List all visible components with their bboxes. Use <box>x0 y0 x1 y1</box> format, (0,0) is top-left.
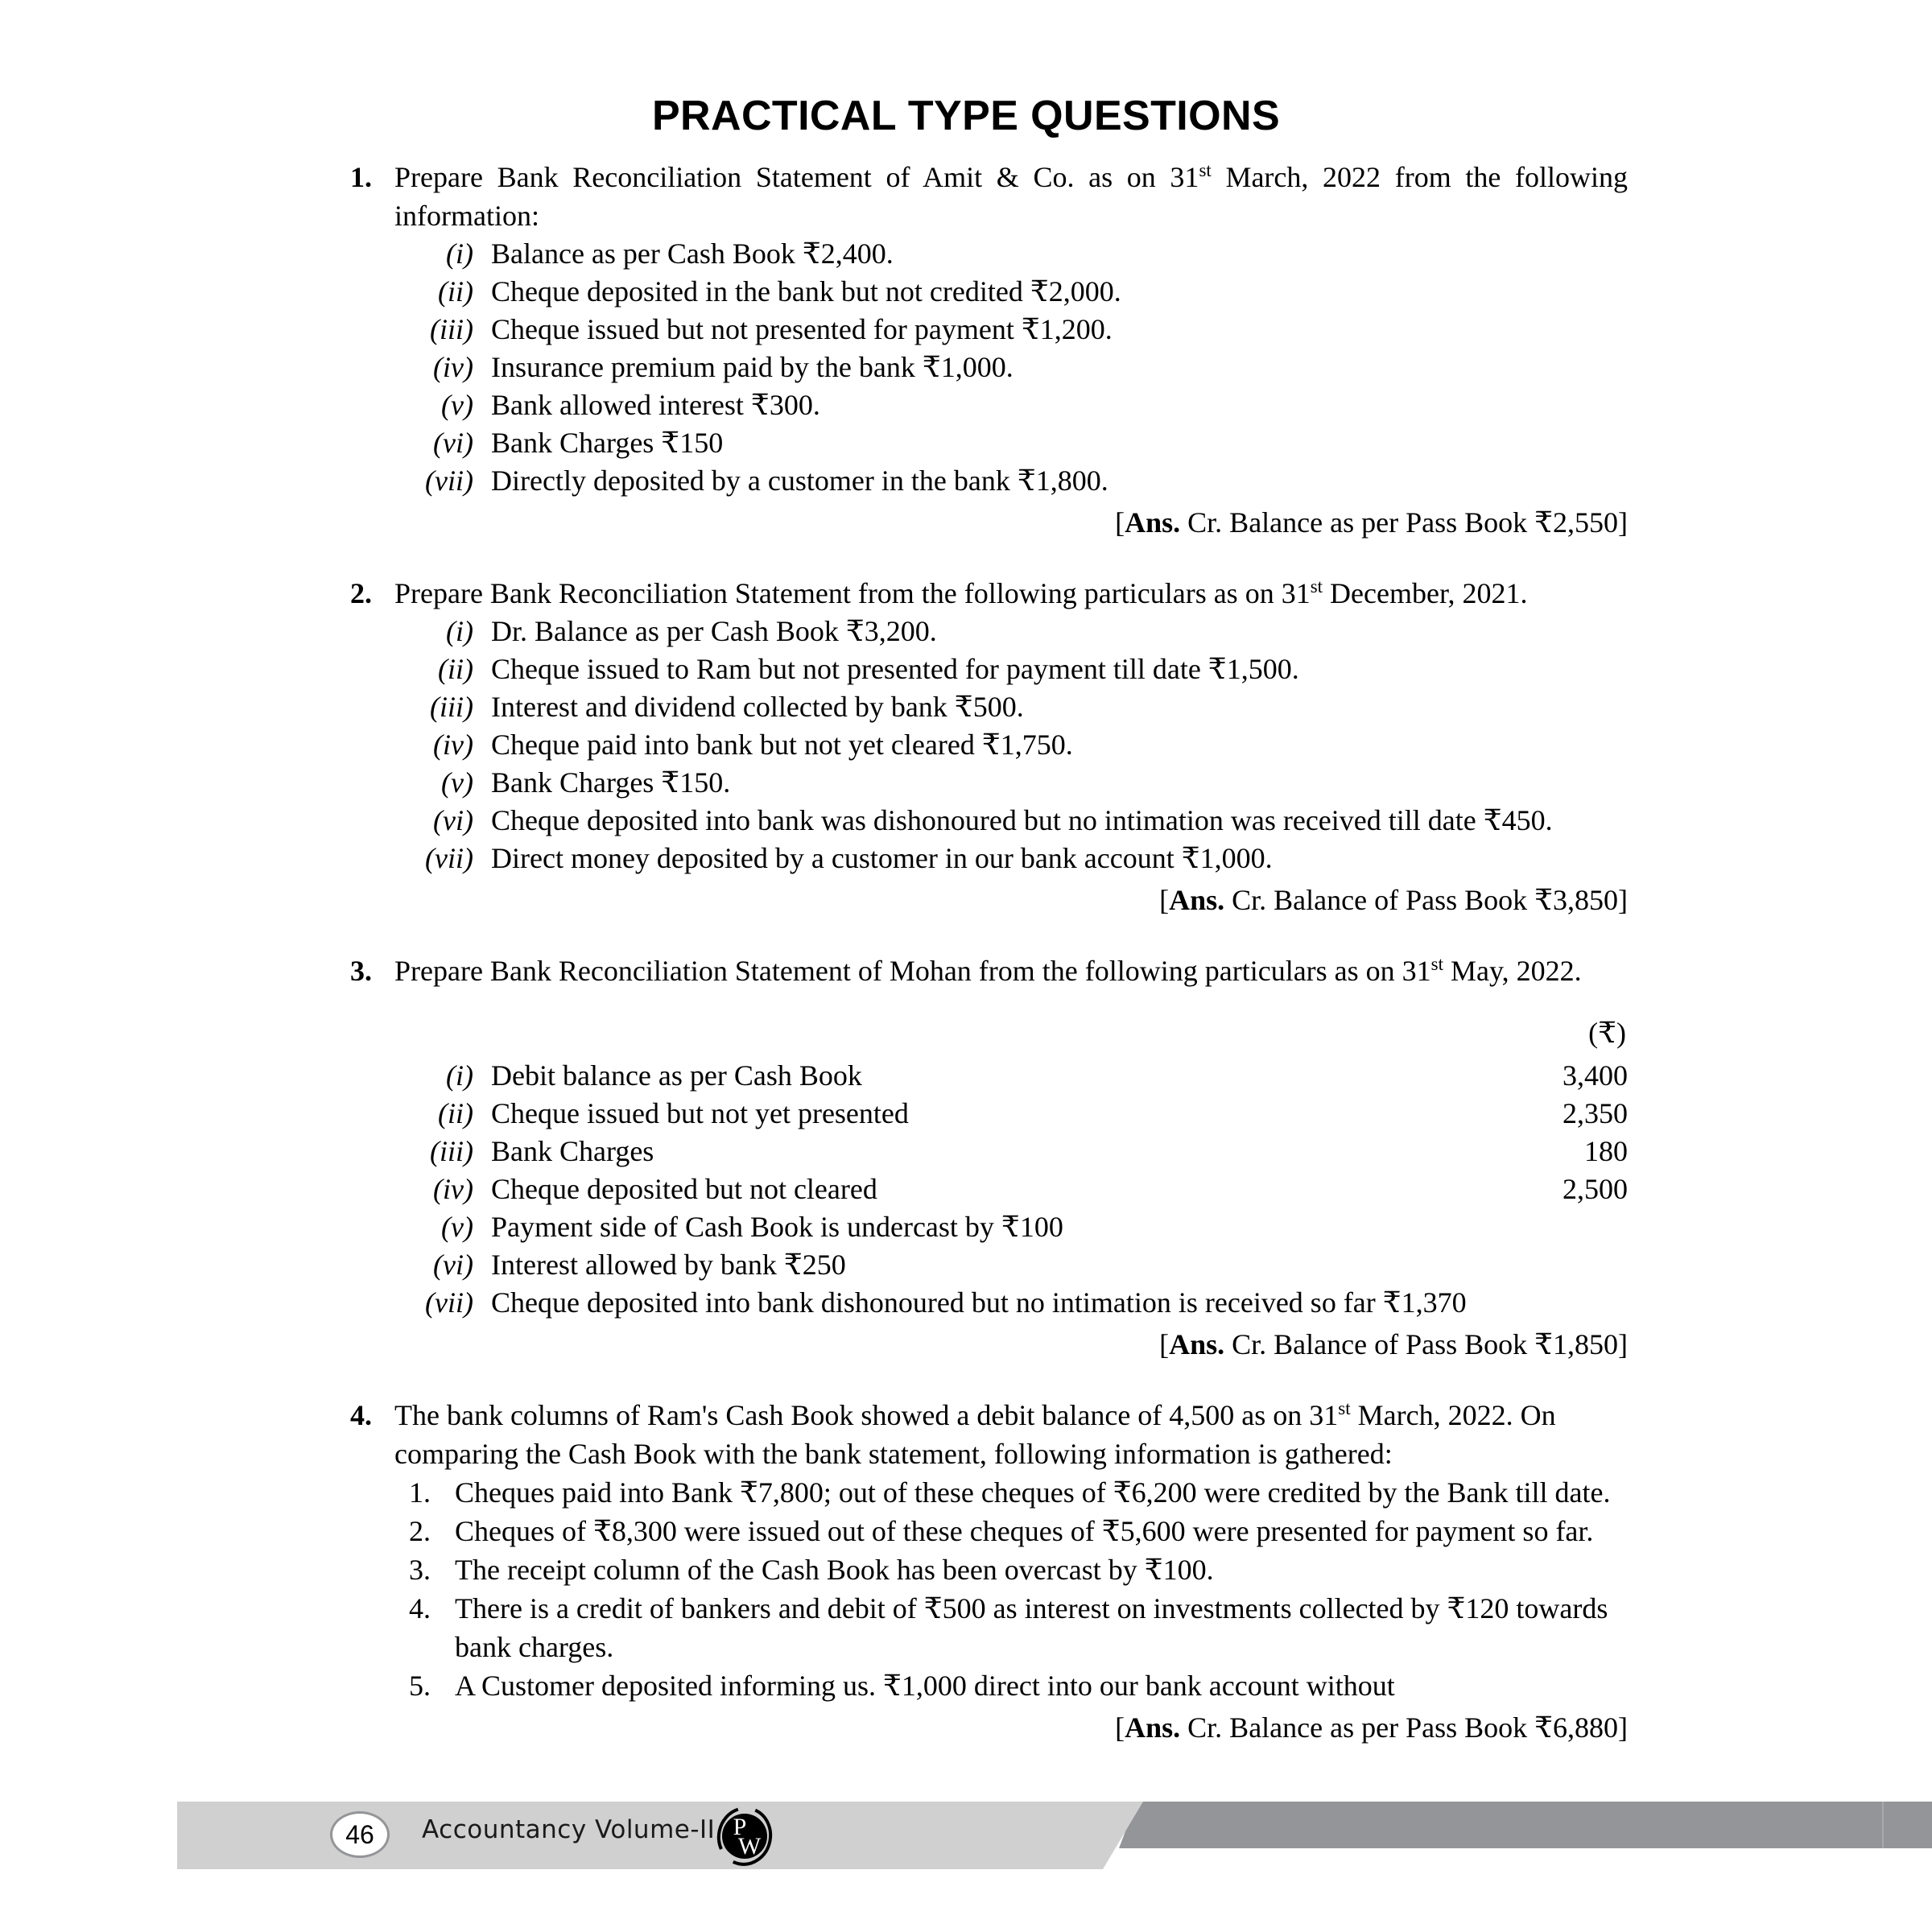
item-text: Cheque deposited in the bank but not credited ₹2,000. <box>491 275 1121 308</box>
item-text: Bank allowed interest ₹300. <box>491 389 820 421</box>
item-marker: (i) <box>445 237 473 270</box>
item-marker: (i) <box>445 1059 473 1092</box>
item-text: Cheque issued but not yet presented <box>491 1097 909 1129</box>
pw-logo-p: P <box>733 1814 747 1840</box>
page-number-badge: 46 <box>330 1811 390 1858</box>
item-text: Cheques paid into Bank ₹7,800; out of these cheques of ₹6,200 were credited by the Bank till date. <box>455 1476 1611 1509</box>
table-row <box>394 1246 1628 1284</box>
footer-dark-bar <box>1119 1802 1932 1848</box>
list-item <box>394 349 1628 386</box>
item-marker: 2. <box>409 1515 431 1547</box>
list-item <box>394 613 1628 650</box>
item-text: Cheque deposited into bank dishonoured but no intimation is received so far ₹1,370 <box>491 1286 1467 1319</box>
answer-label: Ans. <box>1125 1711 1181 1744</box>
list-item <box>394 424 1628 462</box>
item-text: Payment side of Cash Book is undercast by ₹100 <box>491 1211 1063 1243</box>
answer-label: Ans. <box>1169 884 1225 916</box>
question-3-items <box>394 1057 1628 1322</box>
list-item <box>394 688 1628 726</box>
list-item <box>394 840 1628 877</box>
item-text: A Customer deposited informing us. ₹1,000 direct into our bank account without <box>455 1670 1395 1702</box>
question-4-answer: [Ans. Cr. Balance as per Pass Book ₹6,880] <box>1115 1711 1628 1744</box>
list-item <box>394 386 1628 424</box>
item-text: Bank Charges ₹150. <box>491 766 731 799</box>
question-1-stem: Prepare Bank Reconciliation Statement of Amit & Co. as on 31st March, 2022 from the following information: <box>394 160 1628 232</box>
question-2-answer: [Ans. Cr. Balance of Pass Book ₹3,850] <box>1159 884 1628 916</box>
table-row <box>394 1133 1628 1170</box>
item-marker: (iv) <box>433 351 473 383</box>
ordinal-suffix: st <box>1430 954 1444 974</box>
answer-text: Cr. Balance as per Pass Book ₹6,880] <box>1180 1711 1628 1744</box>
item-marker: 4. <box>409 1592 431 1624</box>
answer-text: Cr. Balance of Pass Book ₹1,850] <box>1224 1328 1628 1360</box>
footer-bar-seam <box>1882 1802 1884 1848</box>
list-item <box>394 764 1628 802</box>
list-item <box>394 1589 1628 1666</box>
question-4-stem: The bank columns of Ram's Cash Book showed a debit balance of 4,500 as on 31st March, 2022. On comparing the Cash Book with the bank statement, following information is gathered: <box>394 1398 1556 1470</box>
answer-text: Cr. Balance as per Pass Book ₹2,550] <box>1180 506 1628 539</box>
table-row <box>394 1208 1628 1246</box>
question-3-stem: Prepare Bank Reconciliation Statement of Mohan from the following particulars as on 31st May, 2022. <box>394 954 1582 987</box>
item-marker: (ii) <box>437 653 473 685</box>
item-text: Cheque deposited into bank was dishonoured but no intimation was received till date ₹450. <box>491 804 1553 836</box>
list-item <box>394 802 1628 840</box>
item-text: Cheque issued but not presented for payment ₹1,200. <box>491 313 1113 345</box>
table-row <box>394 1057 1628 1095</box>
question-4-number: 4. <box>350 1399 372 1431</box>
item-amount: 2,350 <box>1563 1097 1628 1129</box>
item-text: Cheque paid into bank but not yet cleared ₹1,750. <box>491 729 1073 761</box>
item-marker: (v) <box>441 389 473 421</box>
item-text: Interest and dividend collected by bank ₹500. <box>491 691 1024 723</box>
question-2 <box>0 574 1932 919</box>
list-item <box>394 235 1628 273</box>
item-marker: (v) <box>441 1211 473 1243</box>
footer-caption: Accountancy Volume-II <box>422 1815 716 1844</box>
item-marker: (vi) <box>433 804 473 836</box>
item-marker: 5. <box>409 1670 431 1702</box>
table-row <box>394 1170 1628 1208</box>
question-1-answer: [Ans. Cr. Balance as per Pass Book ₹2,550] <box>1115 506 1628 539</box>
question-4-items <box>394 1473 1628 1705</box>
item-text: There is a credit of bankers and debit of ₹500 as interest on investments collected by ₹120 towards bank charges. <box>455 1592 1608 1663</box>
ordinal-suffix: st <box>1199 160 1212 180</box>
list-item <box>394 1666 1628 1705</box>
item-text: Directly deposited by a customer in the bank ₹1,800. <box>491 464 1108 497</box>
ordinal-suffix: st <box>1310 576 1323 597</box>
question-2-stem: Prepare Bank Reconciliation Statement from the following particulars as on 31st December, 2021. <box>394 576 1528 609</box>
question-2-number: 2. <box>350 577 372 609</box>
item-marker: (iii) <box>429 691 473 723</box>
ordinal-suffix: st <box>1338 1398 1351 1418</box>
item-marker: (v) <box>441 766 473 799</box>
list-item <box>394 650 1628 688</box>
item-marker: (ii) <box>437 275 473 308</box>
item-amount: 2,500 <box>1563 1173 1628 1205</box>
question-1-items <box>394 235 1628 500</box>
answer-label: Ans. <box>1125 506 1181 539</box>
list-item <box>394 1473 1628 1512</box>
item-marker: 1. <box>409 1476 431 1509</box>
item-marker: (i) <box>445 615 473 647</box>
list-item <box>394 273 1628 311</box>
page-title: PRACTICAL TYPE QUESTIONS <box>651 93 1281 139</box>
item-marker: (iv) <box>433 729 473 761</box>
question-3-number: 3. <box>350 955 372 987</box>
item-text: Bank Charges ₹150 <box>491 427 724 459</box>
question-1-number: 1. <box>350 161 372 193</box>
item-marker: 3. <box>409 1554 431 1586</box>
list-item <box>394 1550 1628 1589</box>
item-marker: (iii) <box>429 1135 473 1167</box>
amount-column-header: (₹) <box>1588 1017 1626 1049</box>
question-2-items <box>394 613 1628 877</box>
item-marker: (vi) <box>433 1249 473 1281</box>
item-text: Direct money deposited by a customer in our bank account ₹1,000. <box>491 842 1273 874</box>
item-text: Cheque issued to Ram but not presented for payment till date ₹1,500. <box>491 653 1299 685</box>
answer-text: Cr. Balance of Pass Book ₹3,850] <box>1224 884 1628 916</box>
item-marker: (vii) <box>425 464 473 497</box>
question-1 <box>0 158 1932 542</box>
item-text: Interest allowed by bank ₹250 <box>491 1249 846 1281</box>
item-text: Dr. Balance as per Cash Book ₹3,200. <box>491 615 937 647</box>
item-text: Cheques of ₹8,300 were issued out of these cheques of ₹5,600 were presented for payment so far. <box>455 1515 1594 1547</box>
item-marker: (iv) <box>433 1173 473 1205</box>
table-row <box>394 1095 1628 1133</box>
answer-label: Ans. <box>1169 1328 1225 1360</box>
list-item <box>394 311 1628 349</box>
pw-logo-icon <box>716 1806 773 1866</box>
page-footer <box>0 1802 1932 1898</box>
list-item <box>394 726 1628 764</box>
item-text: Insurance premium paid by the bank ₹1,000. <box>491 351 1013 383</box>
questions-container <box>0 158 1932 1747</box>
item-marker: (vii) <box>425 1286 473 1319</box>
table-row <box>394 1284 1628 1322</box>
question-4 <box>0 1396 1932 1747</box>
item-marker: (ii) <box>437 1097 473 1129</box>
question-3-answer: [Ans. Cr. Balance of Pass Book ₹1,850] <box>1159 1328 1628 1360</box>
item-text: Debit balance as per Cash Book <box>491 1059 862 1092</box>
item-text: Balance as per Cash Book ₹2,400. <box>491 237 894 270</box>
list-item <box>394 1512 1628 1550</box>
item-marker: (vii) <box>425 842 473 874</box>
item-marker: (iii) <box>429 313 473 345</box>
item-amount: 180 <box>1584 1135 1628 1167</box>
item-text: Bank Charges <box>491 1135 654 1167</box>
question-3 <box>0 952 1932 1364</box>
list-item <box>394 462 1628 500</box>
item-text: The receipt column of the Cash Book has been overcast by ₹100. <box>455 1554 1214 1586</box>
item-amount: 3,400 <box>1563 1059 1628 1092</box>
item-text: Cheque deposited but not cleared <box>491 1173 877 1205</box>
pw-logo-w: W <box>737 1833 762 1860</box>
item-marker: (vi) <box>433 427 473 459</box>
